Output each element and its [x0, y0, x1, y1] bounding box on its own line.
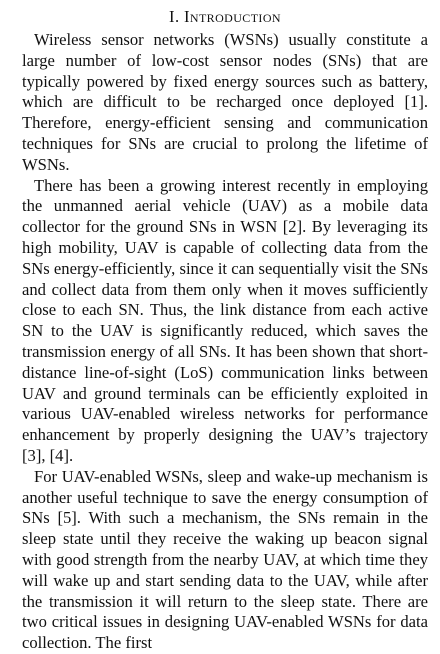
section-heading: I. Introduction — [169, 7, 281, 26]
paragraph-wsn-background: Wireless sensor networks (WSNs) usually constitute a large number of low-cost sensor nodes (SNs) that are typically powered by fixed energy sources such as battery, which are difficult to be recharged once deployed [1]. Therefore, energy-efficient sensing and communication techniques for SNs are crucial to prolong the lifetime of WSNs. — [22, 30, 428, 174]
paragraph-sleep-wakeup-mechanism: For UAV-enabled WSNs, sleep and wake-up mechanism is another useful technique to save the energy consumption of SNs [5]. With such a mechanism, the SNs remain in the sleep state until they receive the waking up beacon signal with good strength from the nearby UAV, at which time they will wake up and start sending data to the UAV, while after the transmission it will return to the sleep state. There are two critical issues in designing UAV-enabled WSNs for data collection. The first — [22, 466, 428, 653]
paper-page — [22, 6, 428, 654]
paragraph-uav-data-collector: There has been a growing interest recently in employing the unmanned aerial vehicle (UAV) as a mobile data collector for the ground SNs in WSN [2]. By leveraging its high mobility, UAV is capable of collecting data from the SNs energy-efficiently, since it can sequentially visit the SNs and collect data from them only when it moves sufficiently close to each SN. Thus, the link distance from each active SN to the UAV is significantly reduced, which saves the transmission energy of all SNs. It has been shown that short-distance line-of-sight (LoS) communication links between UAV and ground terminals can be efficiently exploited in various UAV-enabled wireless networks for performance enhancement by properly designing the UAV’s trajectory [3], [4]. — [22, 175, 428, 465]
